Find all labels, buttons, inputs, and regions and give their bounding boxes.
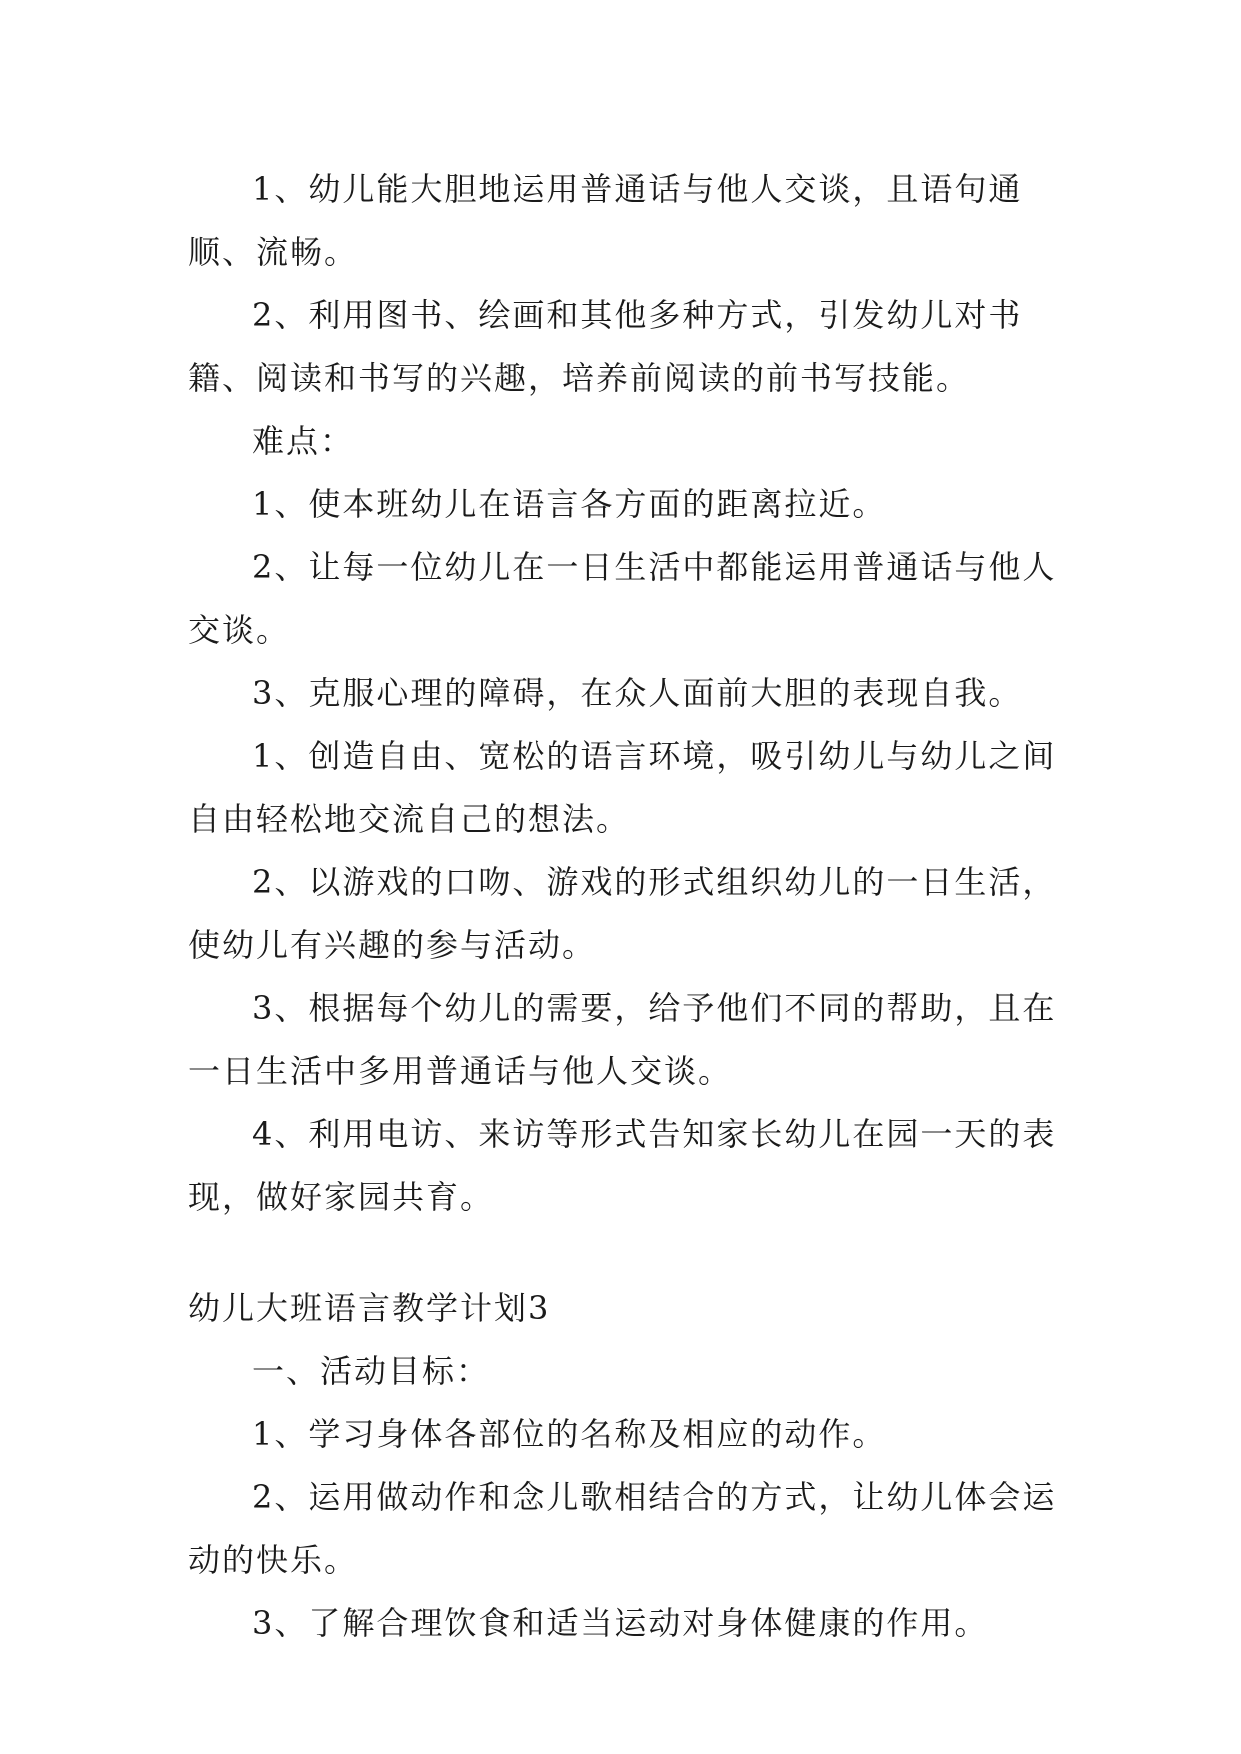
paragraph: 3、根据每个幼儿的需要，给予他们不同的帮助，且在一日生活中多用普通话与他人交谈。 xyxy=(188,989,1057,1090)
subheading-activity-goals: 一、活动目标： xyxy=(252,1352,491,1390)
paragraph: 1、学习身体各部位的名称及相应的动作。 xyxy=(252,1415,887,1453)
paragraph: 2、运用做动作和念儿歌相结合的方式，让幼儿体会运动的快乐。 xyxy=(188,1478,1057,1579)
document-body xyxy=(188,158,1068,1655)
section-title: 幼儿大班语言教学计划3 xyxy=(188,1289,551,1327)
paragraph: 3、了解合理饮食和适当运动对身体健康的作用。 xyxy=(252,1604,989,1642)
subheading-difficulties: 难点： xyxy=(252,422,355,460)
paragraph: 1、创造自由、宽松的语言环境，吸引幼儿与幼儿之间自由轻松地交流自己的想法。 xyxy=(188,737,1057,838)
paragraph: 2、以游戏的口吻、游戏的形式组织幼儿的一日生活，使幼儿有兴趣的参与活动。 xyxy=(188,863,1057,964)
paragraph: 1、使本班幼儿在语言各方面的距离拉近。 xyxy=(252,485,887,523)
paragraph: 1、幼儿能大胆地运用普通话与他人交谈，且语句通顺、流畅。 xyxy=(188,170,1023,271)
paragraph: 2、让每一位幼儿在一日生活中都能运用普通话与他人交谈。 xyxy=(188,548,1057,649)
paragraph: 4、利用电访、来访等形式告知家长幼儿在园一天的表现，做好家园共育。 xyxy=(188,1115,1057,1216)
paragraph: 3、克服心理的障碍，在众人面前大胆的表现自我。 xyxy=(252,674,1023,712)
paragraph: 2、利用图书、绘画和其他多种方式，引发幼儿对书籍、阅读和书写的兴趣，培养前阅读的前书写技能。 xyxy=(188,296,1023,397)
